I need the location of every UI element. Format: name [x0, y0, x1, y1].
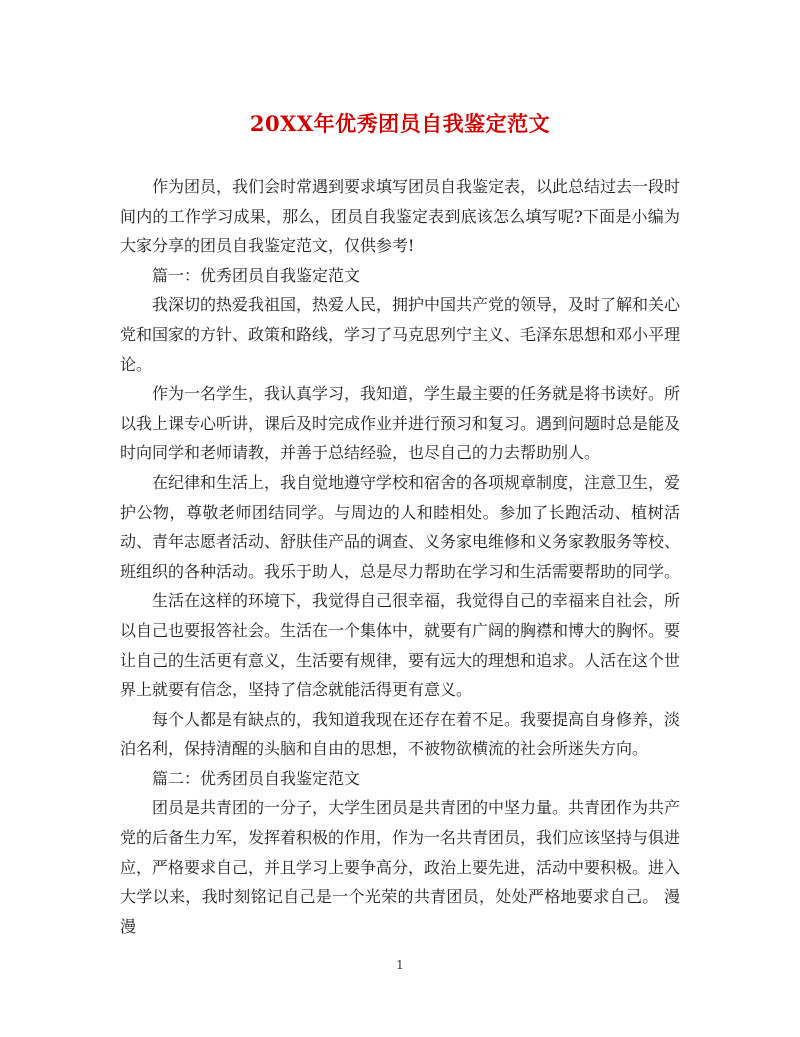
- body-paragraph: 团员是共青团的一分子，大学生团员是共青团的中坚力量。共青团作为共产党的后备生力军，发挥着积极的作用，作为一名共青团员，我们应该坚持与俱进应，严格要求自己，并且学习上要争高分，政治上要先进，活动中要积极。进入大学以来，我时刻铭记自己是一个光荣的共青团员，处处严格地要求自己。 漫漫: [120, 798, 681, 936]
- body-paragraph: 在纪律和生活上，我自觉地遵守学校和宿舍的各项规章制度，注意卫生，爱护公物，尊敬老师团结同学。与周边的人和睦相处。参加了长跑活动、植树活动、青年志愿者活动、舒肤佳产品的调查、义务家电维修和义务家教服务等校、班组织的各种活动。我乐于助人，总是尽力帮助在学习和生活需要帮助的同学。: [120, 472, 681, 581]
- intro-paragraph: 作为团员，我们会时常遇到要求填写团员自我鉴定表，以此总结过去一段时间内的工作学习成果，那么，团员自我鉴定表到底该怎么填写呢?下面是小编为大家分享的团员自我鉴定范文，仅供参考!: [120, 177, 681, 256]
- body-paragraph: 作为一名学生，我认真学习，我知道，学生最主要的任务就是将书读好。所以我上课专心听讲，课后及时完成作业并进行预习和复习。遇到问题时总是能及时向同学和老师请教，并善于总结经验，也尽自己的力去帮助别人。: [120, 384, 681, 463]
- section-heading-2: 篇二：优秀团员自我鉴定范文: [152, 768, 361, 788]
- body-paragraph: 每个人都是有缺点的，我知道我现在还存在着不足。我要提高自身修养，淡泊名利，保持清醒的头脑和自由的思想，不被物欲横流的社会所迷失方向。: [120, 709, 681, 759]
- body-paragraph: 我深切的热爱我祖国，热爱人民，拥护中国共产党的领导，及时了解和关心党和国家的方针、政策和路线，学习了马克思列宁主义、毛泽东思想和邓小平理论。: [120, 295, 681, 374]
- document-body: [120, 172, 680, 941]
- page-number: 1: [396, 958, 404, 972]
- document-title: 20XX年优秀团员自我鉴定范文: [249, 111, 551, 136]
- section-heading-1: 篇一：优秀团员自我鉴定范文: [152, 265, 361, 285]
- body-paragraph: 生活在这样的环境下，我觉得自己很幸福，我觉得自己的幸福来自社会，所以自己也要报答社会。生活在一个集体中，就要有广阔的胸襟和博大的胸怀。要让自己的生活更有意义，生活要有规律，要有远大的理想和追求。人活在这个世界上就要有信念，坚持了信念就能活得更有意义。: [120, 591, 681, 700]
